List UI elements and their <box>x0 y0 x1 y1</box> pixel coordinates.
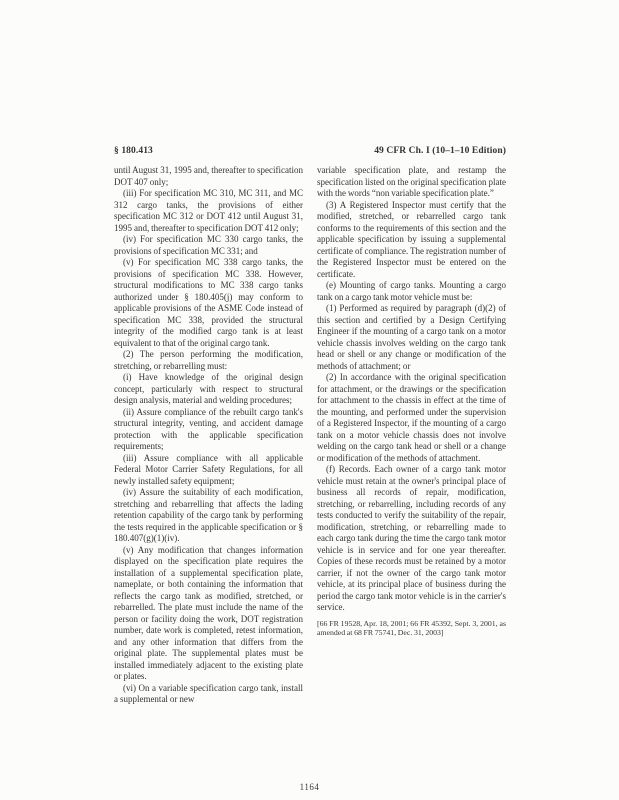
paragraph: (3) A Registered Inspector must certify that the modified, stretched, or rebarrelled cargo tank conforms to the requirements of this section and the applicable specification by issuing a supplemental certificate of compliance. The registration number of the Registered Inspector must be entered on the certificate. <box>317 199 506 279</box>
page-number: 1164 <box>299 782 320 792</box>
page-content <box>114 146 506 706</box>
paragraph: variable specification plate, and restamp the specification listed on the original specification plate with the words “non variable specification plate.” <box>317 165 506 198</box>
paragraph: (iv) For specification MC 330 cargo tanks, the provisions of specification MC 331; and <box>114 234 303 256</box>
paragraph: (e) Mounting of cargo tanks. Mounting a cargo tank on a cargo tank motor vehicle must be: <box>317 280 506 302</box>
paragraph: (iii) For specification MC 310, MC 311, and MC 312 cargo tanks, the provisions of either specification MC 312 or DOT 412 until August 31, 1995 and, thereafter to specification DOT 412 only; <box>114 188 303 233</box>
paragraph: (iv) Assure the suitability of each modification, stretching and rebarrelling that affects the lading retention capability of the cargo tank by performing the tests required in the applicable specification or § 180.407(g)(1)(iv). <box>114 487 303 543</box>
paragraph: (v) For specification MC 338 cargo tanks, the provisions of specification MC 338. However, structural modifications to MC 338 cargo tanks authorized under § 180.405(j) may conform to applicable provisions of the ASME Code instead of specification MC 338, provided the structural integrity of the modified cargo tank is at least equivalent to that of the original cargo tank. <box>114 257 303 348</box>
edition-title: 49 CFR Ch. I (10–1–10 Edition) <box>374 146 506 156</box>
paragraph: (i) Have knowledge of the original design concept, particularly with respect to structural design analysis, material and welding procedures; <box>114 372 303 405</box>
paragraph: until August 31, 1995 and, thereafter to specification DOT 407 only; <box>114 165 303 187</box>
paragraph: (2) In accordance with the original specification for attachment, or the drawings or the specification for attachment to the chassis in effect at the time of the mounting, and performed under the supervision of a Registered Inspector, if the mounting of a cargo tank on a motor vehicle chassis does not involve welding on the cargo tank head or shell or a change or modification of the methods of attachment. <box>317 372 506 463</box>
page-header <box>114 146 506 156</box>
paragraph: (iii) Assure compliance with all applicable Federal Motor Carrier Safety Regulations, for all newly installed safety equipment; <box>114 452 303 486</box>
paragraph: (ii) Assure compliance of the rebuilt cargo tank's structural integrity, venting, and accident damage protection with the applicable specification requirements; <box>114 406 303 451</box>
paragraph: (v) Any modification that changes information displayed on the specification plate requires the installation of a supplemental specification plate, nameplate, or both containing the information that reflects the cargo tank as modified, stretched, or rebarrelled. The plate must include the name of the person or facility doing the work, DOT registration number, date work is completed, retest information, and any other information that differs from the original plate. The supplemental plates must be installed immediately adjacent to the existing plate or plates. <box>114 544 303 681</box>
section-number: § 180.413 <box>114 146 153 156</box>
paragraph: (vi) On a variable specification cargo tank, install a supplemental or new <box>114 682 303 704</box>
paragraph: (f) Records. Each owner of a cargo tank motor vehicle must retain at the owner's principal place of business all records of repair, modification, stretching, or rebarrelling, including records of any tests conducted to verify the suitability of the repair, modification, stretching, or rebarrelling made to each cargo tank during the time the cargo tank motor vehicle is in service and for one year thereafter. Copies of these records must be retained by a motor carrier, if not the owner of the cargo tank motor vehicle, at its principal place of business during the period the cargo tank motor vehicle is in the carrier's service. <box>317 464 506 612</box>
paragraph: (2) The person performing the modification, stretching, or rebarrelling must: <box>114 349 303 371</box>
right-column <box>317 165 506 706</box>
paragraph: (1) Performed as required by paragraph (d)(2) of this section and certified by a Design Certifying Engineer if the mounting of a cargo tank on a motor vehicle chassis involves welding on the cargo tank head or shell or any change or modification of the methods of attachment; or <box>317 303 506 371</box>
left-column <box>114 165 303 706</box>
source-citation: [66 FR 19528, Apr. 18, 2001; 66 FR 45392, Sept. 3, 2001, as amended at 68 FR 75741, Dec. 31, 2003] <box>317 618 506 638</box>
text-columns <box>114 165 506 706</box>
